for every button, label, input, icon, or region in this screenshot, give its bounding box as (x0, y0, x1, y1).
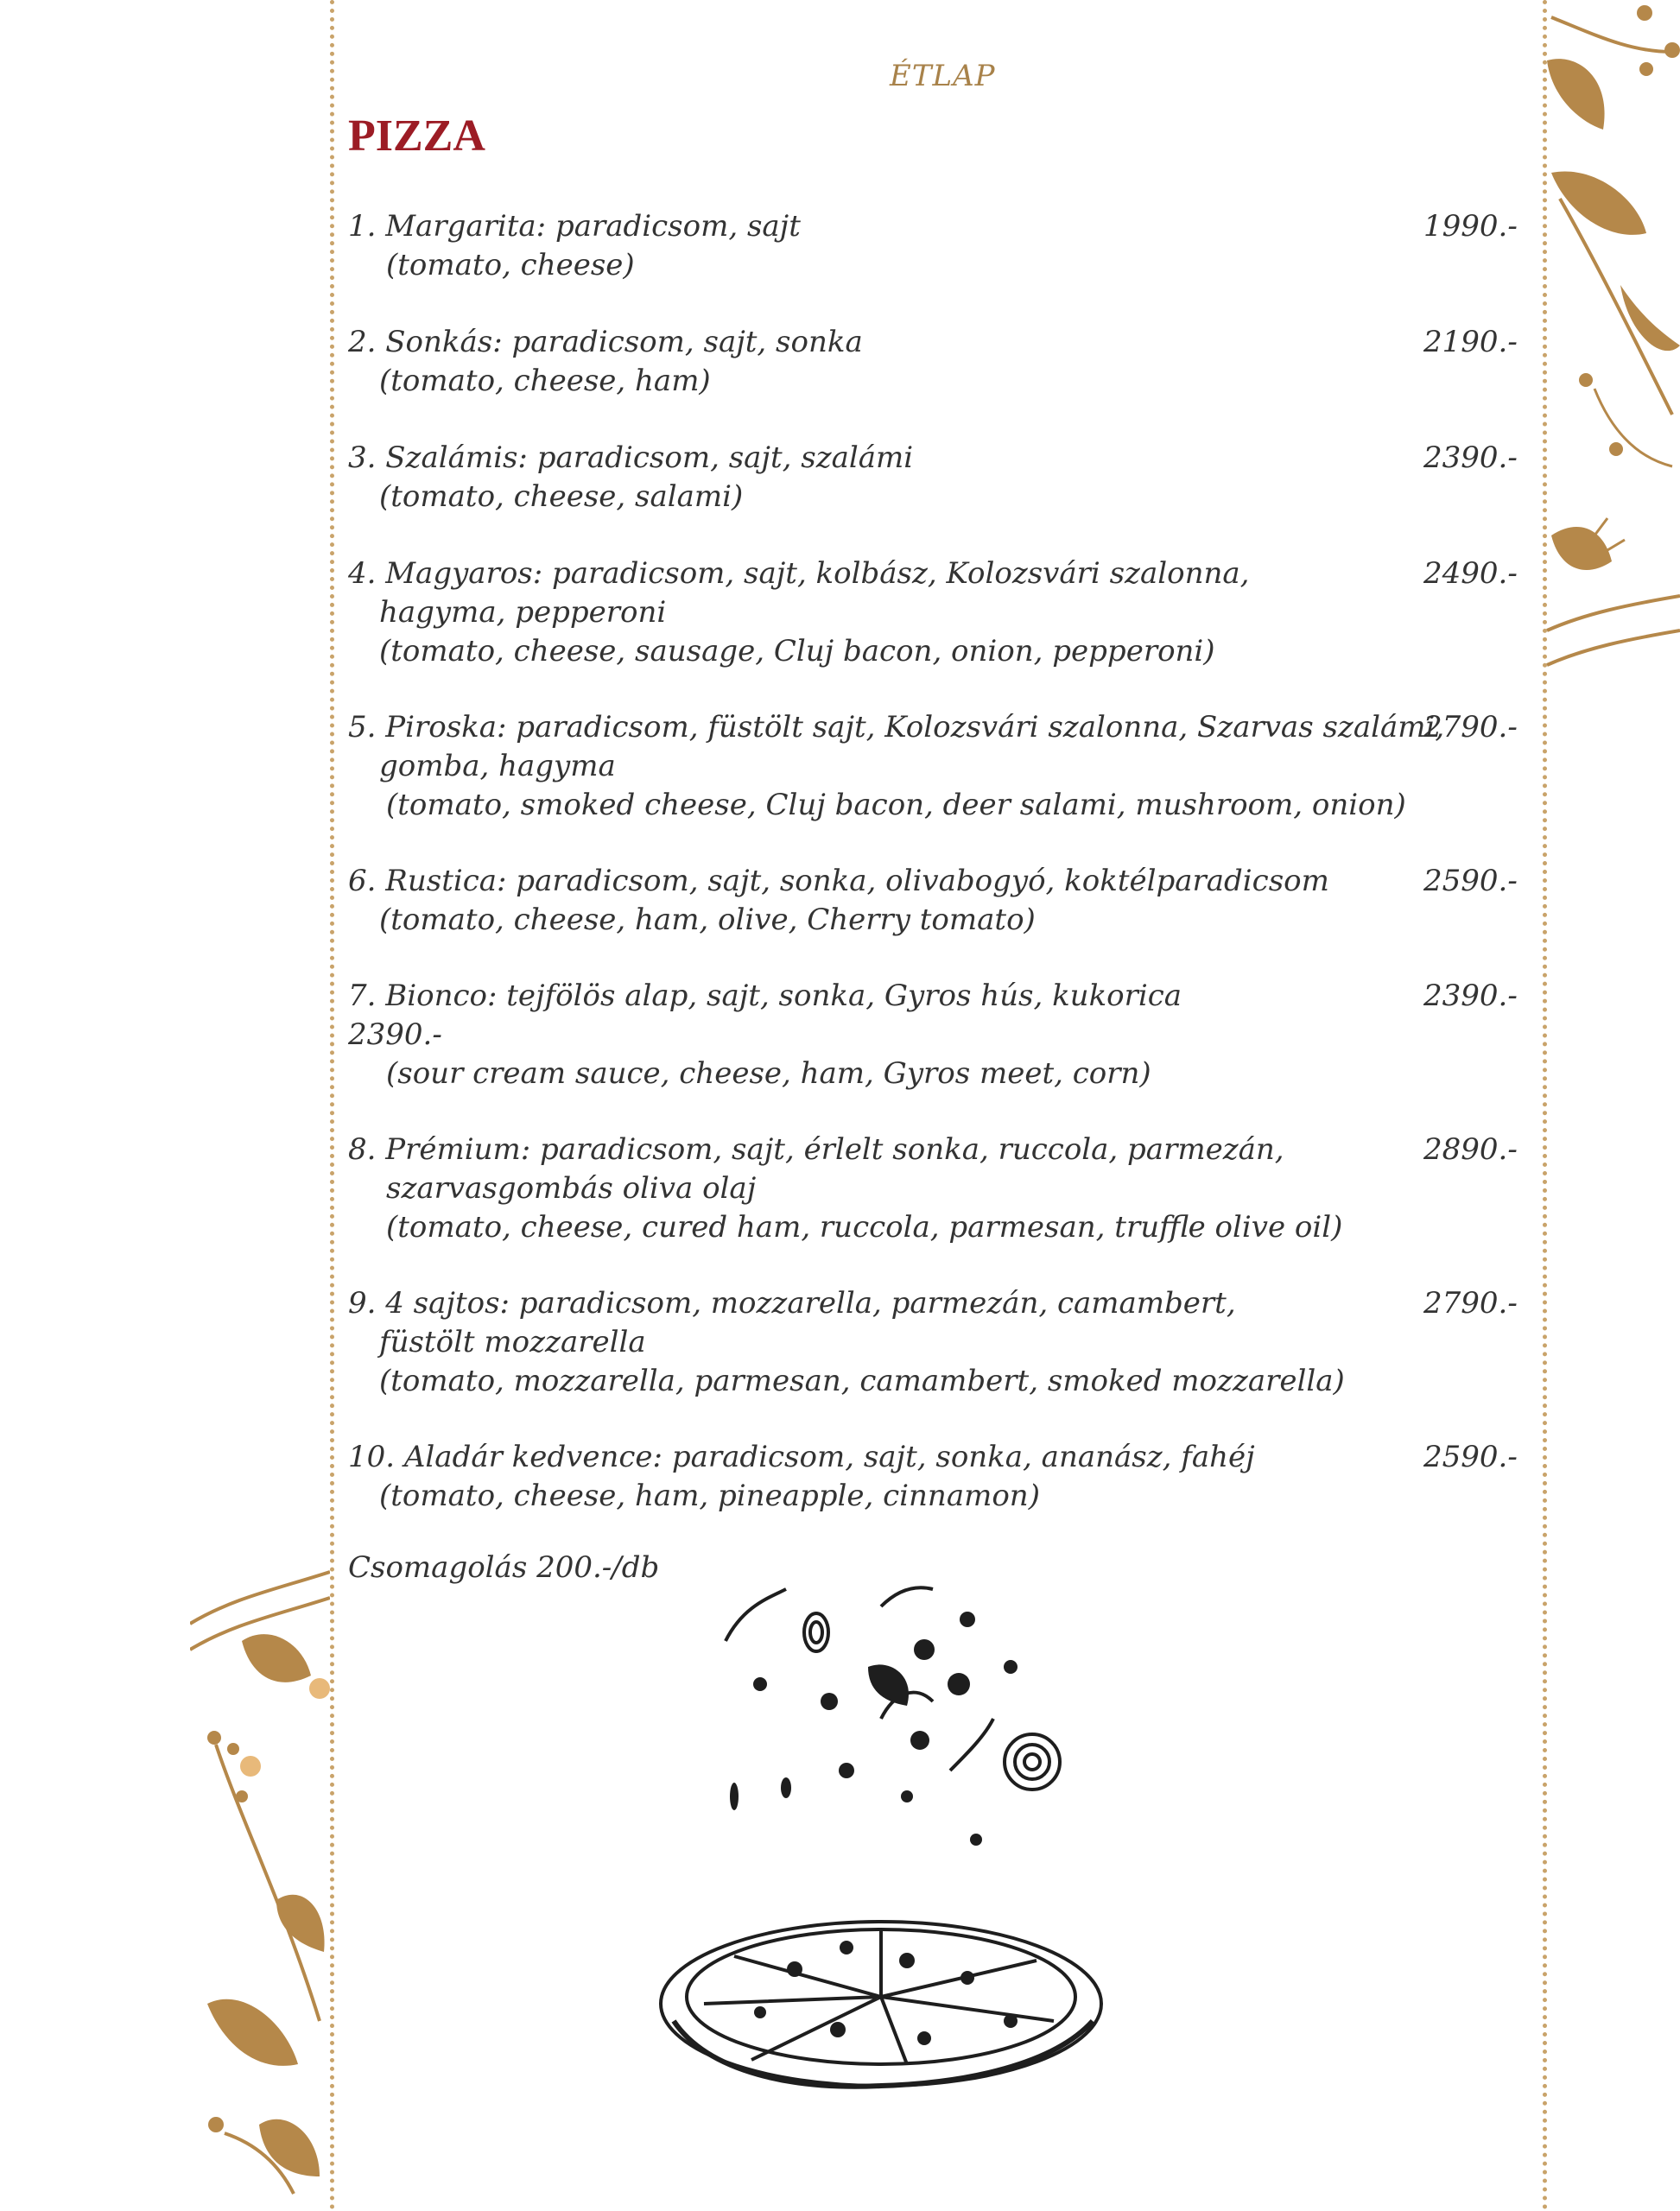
item-line: (sour cream sauce, cheese, ham, Gyros meet, corn) (386, 1056, 1151, 1091)
menu-item (348, 554, 1531, 671)
item-price: 2590.- (1423, 864, 1518, 898)
item-line: (tomato, cheese, cured ham, ruccola, parmesan, truffle olive oil) (386, 1210, 1343, 1245)
menu-item (348, 323, 1531, 401)
item-line: 10. Aladár kedvence: paradicsom, sajt, sonka, ananász, fahéj (348, 1440, 1255, 1474)
packaging-note: Csomagolás 200.-/db (348, 1550, 660, 1585)
item-price: 2490.- (1423, 556, 1518, 591)
item-line: szarvasgombás oliva olaj (386, 1171, 757, 1206)
item-line: 7. Bionco: tejfölös alap, sajt, sonka, Gyros hús, kukorica (348, 979, 1182, 1013)
item-line: (tomato, cheese) (386, 248, 635, 282)
item-line: 5. Piroska: paradicsom, füstölt sajt, Kolozsvári szalonna, Szarvas szalámi, (348, 710, 1445, 744)
item-line: 1. Margarita: paradicsom, sajt (348, 209, 801, 244)
branch-leaves-icon (190, 1537, 330, 2211)
item-price: 2890.- (1423, 1132, 1518, 1167)
item-line: (tomato, cheese, ham, olive, Cherry tomato) (379, 903, 1036, 937)
item-line: 6. Rustica: paradicsom, sajt, sonka, olivabogyó, koktélparadicsom (348, 864, 1329, 898)
item-line: (tomato, cheese, sausage, Cluj bacon, onion, pepperoni) (379, 634, 1215, 668)
item-price: 2390.- (1423, 440, 1518, 475)
item-line: (tomato, cheese, ham, pineapple, cinnamon) (379, 1479, 1040, 1513)
item-price: 2390.- (1423, 979, 1518, 1013)
item-line: 2390.- (348, 1017, 442, 1052)
item-price: 1990.- (1423, 209, 1518, 244)
menu-item (348, 439, 1531, 516)
item-line: (tomato, mozzarella, parmesan, camambert, smoked mozzarella) (379, 1364, 1345, 1398)
item-line: 3. Szalámis: paradicsom, sajt, szalámi (348, 440, 914, 475)
item-price: 2590.- (1423, 1440, 1518, 1474)
item-line: 4. Magyaros: paradicsom, sajt, kolbász, Kolozsvári szalonna, (348, 556, 1250, 591)
item-line: 8. Prémium: paradicsom, sajt, érlelt sonka, ruccola, parmezán, (348, 1132, 1284, 1167)
menu-item (348, 1438, 1531, 1516)
item-line: hagyma, pepperoni (379, 595, 667, 630)
item-line: 9. 4 sajtos: paradicsom, mozzarella, parmezán, camambert, (348, 1286, 1236, 1321)
menu-item (348, 977, 1531, 1093)
left-dotted-border (330, 0, 334, 2211)
menu-label: ÉTLAP (890, 59, 996, 93)
item-line: (tomato, cheese, ham) (379, 364, 711, 398)
branch-leaves-icon (1543, 0, 1680, 682)
item-price: 2790.- (1423, 1286, 1518, 1321)
menu-item (348, 862, 1531, 940)
menu-item (348, 708, 1531, 825)
item-line: (tomato, cheese, salami) (379, 479, 744, 514)
item-line: (tomato, smoked cheese, Cluj bacon, deer salami, mushroom, onion) (386, 788, 1406, 822)
menu-item (348, 1131, 1531, 1247)
section-title: PIZZA (348, 111, 485, 161)
item-line: füstölt mozzarella (379, 1325, 646, 1359)
item-price: 2190.- (1423, 325, 1518, 359)
menu-item (348, 1284, 1531, 1401)
item-line: gomba, hagyma (379, 749, 616, 783)
pizza-illustration-icon (622, 1555, 1140, 2090)
menu-item (348, 207, 1531, 285)
item-line: 2. Sonkás: paradicsom, sajt, sonka (348, 325, 863, 359)
item-price: 2790.- (1423, 710, 1518, 744)
